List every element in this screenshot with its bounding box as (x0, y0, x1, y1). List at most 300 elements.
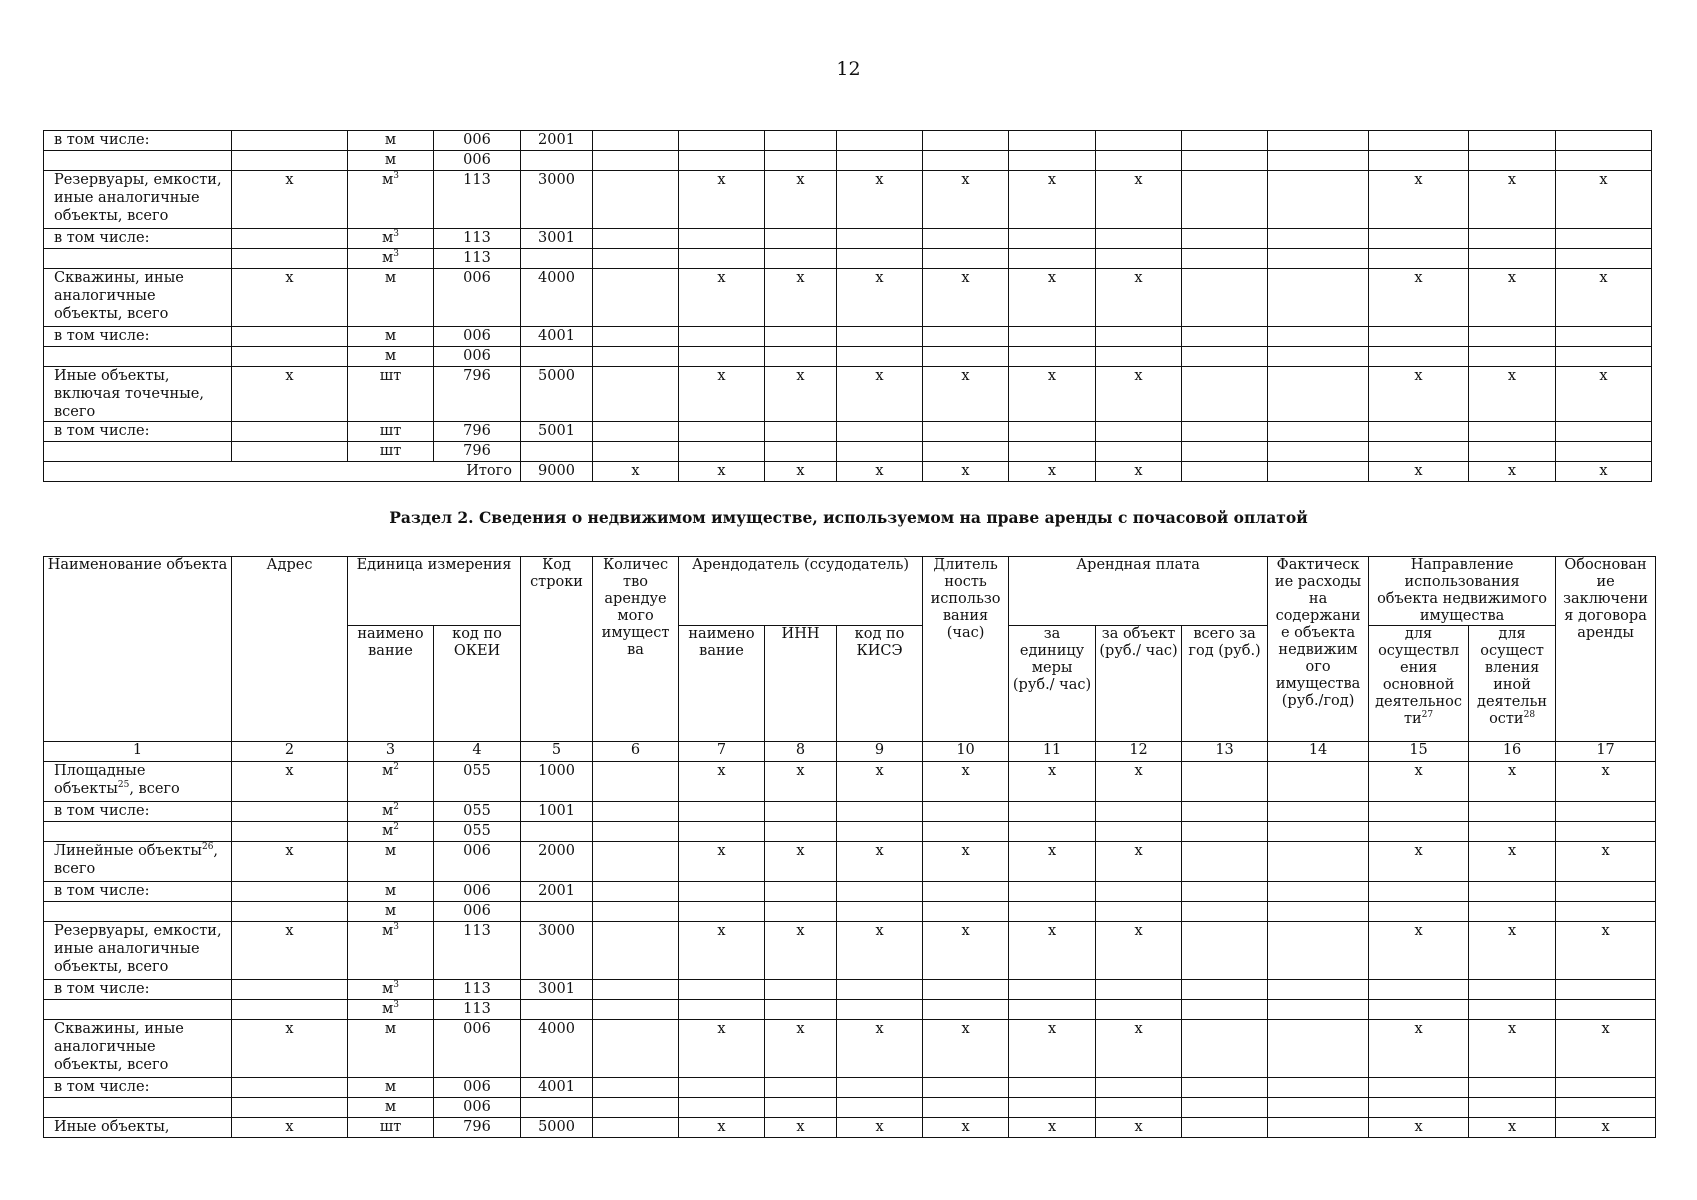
data-cell-col-11: x (1009, 762, 1096, 802)
page-number: 12 (836, 58, 861, 80)
data-cell-col-13 (1182, 1000, 1268, 1020)
header-rent-per-unit: за единицу меры (руб./ час) (1009, 626, 1096, 742)
table-row (44, 171, 1652, 229)
data-cell-col-11 (1009, 802, 1096, 822)
data-cell-col-11 (1009, 229, 1096, 249)
data-cell-col-6 (593, 980, 679, 1000)
header-direction-other: для осущест вления иной деятельн ости$^{28}$ (1469, 626, 1556, 742)
okei-code-cell: 006 (434, 1098, 521, 1118)
okei-code-cell: 006 (434, 842, 521, 882)
data-cell-col-13 (1182, 151, 1268, 171)
data-cell-col-13 (1182, 1078, 1268, 1098)
object-name-cell: в том числе: (44, 980, 232, 1000)
okei-code-cell: 006 (434, 1078, 521, 1098)
address-cell (232, 902, 348, 922)
okei-code-cell: 006 (434, 347, 521, 367)
unit-name-cell: м (348, 1078, 434, 1098)
data-cell-col-9 (837, 1000, 923, 1020)
data-cell-col-10 (923, 822, 1009, 842)
data-cell-col-9: x (837, 269, 923, 327)
row-code-cell: 1000 (521, 762, 593, 802)
data-cell-col-15 (1369, 249, 1469, 269)
row-code-cell: 2001 (521, 882, 593, 902)
data-cell-col-17 (1556, 1078, 1656, 1098)
okei-code-cell: 055 (434, 802, 521, 822)
table-row (44, 902, 1656, 922)
data-cell-col-9: x (837, 367, 923, 422)
data-cell-col-8 (765, 249, 837, 269)
data-cell-col-13 (1182, 980, 1268, 1000)
data-cell-col-9: x (837, 1020, 923, 1078)
address-cell (232, 442, 348, 462)
table-row (44, 151, 1652, 171)
address-cell (232, 347, 348, 367)
data-cell-col-11 (1009, 1000, 1096, 1020)
data-cell-col-16 (1469, 347, 1556, 367)
row-code-cell: 4001 (521, 1078, 593, 1098)
total-cell-col-14 (1268, 462, 1369, 482)
data-cell-col-8: x (765, 269, 837, 327)
data-cell-col-16 (1469, 422, 1556, 442)
data-cell-col-8 (765, 151, 837, 171)
data-cell-col-11 (1009, 882, 1096, 902)
data-cell-col-13 (1182, 327, 1268, 347)
data-cell-col-17: x (1556, 922, 1656, 980)
column-number: 7 (679, 742, 765, 762)
okei-code-cell: 055 (434, 822, 521, 842)
object-name-cell (44, 442, 232, 462)
section2-table (43, 556, 1656, 1138)
column-number: 14 (1268, 742, 1369, 762)
data-cell-col-15 (1369, 802, 1469, 822)
data-cell-col-11 (1009, 131, 1096, 151)
object-name-cell: в том числе: (44, 882, 232, 902)
data-cell-col-6 (593, 151, 679, 171)
data-cell-col-11 (1009, 347, 1096, 367)
data-cell-col-14 (1268, 171, 1369, 229)
row-code-cell (521, 1000, 593, 1020)
data-cell-col-6 (593, 802, 679, 822)
unit-name-cell: м (348, 1098, 434, 1118)
okei-code-cell: 113 (434, 1000, 521, 1020)
data-cell-col-9 (837, 822, 923, 842)
data-cell-col-17: x (1556, 269, 1652, 327)
unit-name-cell: $м^3$ (348, 229, 434, 249)
table-row (44, 249, 1652, 269)
data-cell-col-12: x (1096, 171, 1182, 229)
data-cell-col-15 (1369, 327, 1469, 347)
data-cell-col-16: x (1469, 367, 1556, 422)
data-cell-col-17 (1556, 1098, 1656, 1118)
data-cell-col-16 (1469, 822, 1556, 842)
data-cell-col-9: x (837, 842, 923, 882)
data-cell-col-9 (837, 980, 923, 1000)
data-cell-col-17 (1556, 327, 1652, 347)
data-cell-col-7 (679, 347, 765, 367)
data-cell-col-7 (679, 249, 765, 269)
row-code-cell: 3000 (521, 171, 593, 229)
header-rent-per-year: всего за год (руб.) (1182, 626, 1268, 742)
data-cell-col-6 (593, 249, 679, 269)
data-cell-col-6 (593, 902, 679, 922)
data-cell-col-8: x (765, 1020, 837, 1078)
total-code: 9000 (521, 462, 593, 482)
data-cell-col-15: x (1369, 367, 1469, 422)
data-cell-col-7 (679, 802, 765, 822)
object-name-cell: в том числе: (44, 1078, 232, 1098)
data-cell-col-15 (1369, 442, 1469, 462)
data-cell-col-17 (1556, 802, 1656, 822)
data-cell-col-11: x (1009, 269, 1096, 327)
okei-code-cell: 113 (434, 922, 521, 980)
data-cell-col-9 (837, 902, 923, 922)
unit-name-cell: $м^3$ (348, 922, 434, 980)
data-cell-col-10: x (923, 762, 1009, 802)
data-cell-col-14 (1268, 442, 1369, 462)
data-cell-col-10 (923, 131, 1009, 151)
data-cell-col-7: x (679, 922, 765, 980)
okei-code-cell: 113 (434, 171, 521, 229)
address-cell (232, 422, 348, 442)
data-cell-col-14 (1268, 249, 1369, 269)
data-cell-col-9 (837, 882, 923, 902)
data-cell-col-12 (1096, 902, 1182, 922)
data-cell-col-7 (679, 882, 765, 902)
data-cell-col-6 (593, 762, 679, 802)
data-cell-col-6 (593, 347, 679, 367)
okei-code-cell: 113 (434, 229, 521, 249)
data-cell-col-9: x (837, 762, 923, 802)
data-cell-col-13 (1182, 422, 1268, 442)
total-cell-col-10: x (923, 462, 1009, 482)
object-name-cell: в том числе: (44, 422, 232, 442)
object-name-cell: Резервуары, емкости, иные аналогичные объекты, всего (44, 922, 232, 980)
data-cell-col-16 (1469, 327, 1556, 347)
column-number: 9 (837, 742, 923, 762)
data-cell-col-13 (1182, 442, 1268, 462)
object-name-cell: Площадные объекты$^{25}$, всего (44, 762, 232, 802)
data-cell-col-13 (1182, 249, 1268, 269)
section2-title: Раздел 2. Сведения о недвижимом имуществе, используемом на праве аренды с почасовой оплатой (389, 508, 1308, 527)
address-cell: x (232, 762, 348, 802)
section1-continuation-table (43, 130, 1652, 482)
data-cell-col-12 (1096, 882, 1182, 902)
unit-name-cell: шт (348, 1118, 434, 1138)
data-cell-col-15 (1369, 422, 1469, 442)
column-number: 13 (1182, 742, 1268, 762)
data-cell-col-15 (1369, 822, 1469, 842)
unit-name-cell: шт (348, 367, 434, 422)
address-cell: x (232, 922, 348, 980)
total-cell-col-9: x (837, 462, 923, 482)
row-code-cell (521, 442, 593, 462)
data-cell-col-10: x (923, 269, 1009, 327)
data-cell-col-10 (923, 249, 1009, 269)
unit-name-cell: м (348, 131, 434, 151)
object-name-cell: Скважины, иные аналогичные объекты, всего (44, 1020, 232, 1078)
address-cell: x (232, 269, 348, 327)
total-cell-col-16: x (1469, 462, 1556, 482)
data-cell-col-11: x (1009, 922, 1096, 980)
total-cell-col-7: x (679, 462, 765, 482)
data-cell-col-6 (593, 171, 679, 229)
data-cell-col-12 (1096, 442, 1182, 462)
data-cell-col-8: x (765, 367, 837, 422)
data-cell-col-14 (1268, 347, 1369, 367)
data-cell-col-12 (1096, 422, 1182, 442)
data-cell-col-6 (593, 842, 679, 882)
unit-name-cell: м (348, 151, 434, 171)
data-cell-col-12 (1096, 151, 1182, 171)
object-name-cell (44, 1098, 232, 1118)
data-cell-col-15 (1369, 131, 1469, 151)
data-cell-col-15: x (1369, 1118, 1469, 1138)
data-cell-col-15: x (1369, 171, 1469, 229)
unit-name-cell: $м^2$ (348, 762, 434, 802)
row-code-cell: 4000 (521, 1020, 593, 1078)
data-cell-col-13 (1182, 902, 1268, 922)
data-cell-col-11 (1009, 980, 1096, 1000)
data-cell-col-8 (765, 1078, 837, 1098)
data-cell-col-12: x (1096, 367, 1182, 422)
object-name-cell (44, 249, 232, 269)
address-cell (232, 802, 348, 822)
data-cell-col-14 (1268, 367, 1369, 422)
data-cell-col-17 (1556, 151, 1652, 171)
data-cell-col-13 (1182, 842, 1268, 882)
data-cell-col-8 (765, 442, 837, 462)
data-cell-col-11 (1009, 442, 1096, 462)
data-cell-col-6 (593, 1000, 679, 1020)
data-cell-col-16 (1469, 249, 1556, 269)
data-cell-col-9 (837, 229, 923, 249)
data-cell-col-17: x (1556, 762, 1656, 802)
column-number: 10 (923, 742, 1009, 762)
data-cell-col-13 (1182, 802, 1268, 822)
data-cell-col-12: x (1096, 1020, 1182, 1078)
okei-code-cell: 006 (434, 1020, 521, 1078)
total-cell-col-8: x (765, 462, 837, 482)
header-actual-costs: Фактическ ие расходы на содержани е объекта недвижим ого имущества (руб./год) (1268, 557, 1369, 742)
data-cell-col-17: x (1556, 171, 1652, 229)
data-cell-col-17 (1556, 131, 1652, 151)
data-cell-col-6 (593, 922, 679, 980)
total-cell-col-15: x (1369, 462, 1469, 482)
data-cell-col-6 (593, 327, 679, 347)
table-row (44, 1118, 1656, 1138)
data-cell-col-9 (837, 347, 923, 367)
data-cell-col-15: x (1369, 269, 1469, 327)
okei-code-cell: 006 (434, 882, 521, 902)
data-cell-col-6 (593, 822, 679, 842)
unit-name-cell: $м^2$ (348, 822, 434, 842)
header-address: Адрес (232, 557, 348, 742)
data-cell-col-11: x (1009, 842, 1096, 882)
header-lessor-inn: ИНН (765, 626, 837, 742)
table-row (44, 367, 1652, 422)
data-cell-col-17 (1556, 902, 1656, 922)
data-cell-col-6 (593, 1020, 679, 1078)
object-name-cell (44, 347, 232, 367)
header-lessor-group: Арендодатель (ссудодатель) (679, 557, 923, 626)
data-cell-col-12: x (1096, 269, 1182, 327)
address-cell (232, 131, 348, 151)
data-cell-col-14 (1268, 1118, 1369, 1138)
data-cell-col-9 (837, 327, 923, 347)
column-number: 8 (765, 742, 837, 762)
data-cell-col-17 (1556, 249, 1652, 269)
data-cell-col-12: x (1096, 922, 1182, 980)
data-cell-col-15 (1369, 1000, 1469, 1020)
data-cell-col-16 (1469, 1078, 1556, 1098)
data-cell-col-14 (1268, 422, 1369, 442)
data-cell-col-15 (1369, 347, 1469, 367)
data-cell-col-7 (679, 151, 765, 171)
data-cell-col-14 (1268, 131, 1369, 151)
table-row (44, 842, 1656, 882)
data-cell-col-11: x (1009, 1118, 1096, 1138)
data-cell-col-16 (1469, 442, 1556, 462)
data-cell-col-16 (1469, 131, 1556, 151)
data-cell-col-17 (1556, 347, 1652, 367)
okei-code-cell: 006 (434, 327, 521, 347)
row-code-cell: 3001 (521, 980, 593, 1000)
table-row (44, 980, 1656, 1000)
data-cell-col-15: x (1369, 842, 1469, 882)
header-rent-per-object: за объект (руб./ час) (1096, 626, 1182, 742)
data-cell-col-6 (593, 442, 679, 462)
data-cell-col-6 (593, 1118, 679, 1138)
data-cell-col-10 (923, 902, 1009, 922)
data-cell-col-14 (1268, 762, 1369, 802)
total-label: Итого (44, 462, 521, 482)
table-row (44, 269, 1652, 327)
object-name-cell: Резервуары, емкости, иные аналогичные объекты, всего (44, 171, 232, 229)
data-cell-col-6 (593, 1098, 679, 1118)
data-cell-col-9: x (837, 922, 923, 980)
data-cell-col-16: x (1469, 842, 1556, 882)
unit-name-cell: м (348, 842, 434, 882)
object-name-cell (44, 902, 232, 922)
data-cell-col-9 (837, 442, 923, 462)
okei-code-cell: 796 (434, 442, 521, 462)
object-name-cell: в том числе: (44, 327, 232, 347)
data-cell-col-7 (679, 1098, 765, 1118)
data-cell-col-7: x (679, 762, 765, 802)
data-cell-col-12 (1096, 1000, 1182, 1020)
object-name-cell: Линейные объекты$^{26}$, всего (44, 842, 232, 882)
data-cell-col-9 (837, 422, 923, 442)
data-cell-col-10: x (923, 922, 1009, 980)
row-code-cell: 5001 (521, 422, 593, 442)
data-cell-col-13 (1182, 269, 1268, 327)
unit-name-cell: шт (348, 422, 434, 442)
table-row (44, 1000, 1656, 1020)
data-cell-col-15 (1369, 882, 1469, 902)
data-cell-col-14 (1268, 822, 1369, 842)
unit-name-cell: $м^3$ (348, 249, 434, 269)
data-cell-col-13 (1182, 762, 1268, 802)
data-cell-col-12: x (1096, 842, 1182, 882)
data-cell-col-16: x (1469, 171, 1556, 229)
data-cell-col-11 (1009, 902, 1096, 922)
data-cell-col-6 (593, 1078, 679, 1098)
data-cell-col-17: x (1556, 1020, 1656, 1078)
total-cell-col-11: x (1009, 462, 1096, 482)
data-cell-col-12 (1096, 980, 1182, 1000)
okei-code-cell: 113 (434, 980, 521, 1000)
data-cell-col-8 (765, 327, 837, 347)
data-cell-col-10 (923, 347, 1009, 367)
data-cell-col-15 (1369, 980, 1469, 1000)
data-cell-col-16 (1469, 980, 1556, 1000)
data-cell-col-10 (923, 1098, 1009, 1118)
header-unit-name: наимено вание (348, 626, 434, 742)
okei-code-cell: 796 (434, 1118, 521, 1138)
data-cell-col-15: x (1369, 1020, 1469, 1078)
data-cell-col-12 (1096, 1098, 1182, 1118)
data-cell-col-14 (1268, 151, 1369, 171)
data-cell-col-7 (679, 131, 765, 151)
data-cell-col-10: x (923, 367, 1009, 422)
object-name-cell (44, 151, 232, 171)
unit-name-cell: шт (348, 442, 434, 462)
data-cell-col-13 (1182, 347, 1268, 367)
table-row (44, 1020, 1656, 1078)
object-name-cell (44, 822, 232, 842)
header-lessor-name: наимено вание (679, 626, 765, 742)
data-cell-col-11: x (1009, 171, 1096, 229)
data-cell-col-13 (1182, 1118, 1268, 1138)
data-cell-col-12 (1096, 1078, 1182, 1098)
data-cell-col-11 (1009, 1098, 1096, 1118)
data-cell-col-7: x (679, 269, 765, 327)
address-cell: x (232, 1020, 348, 1078)
data-cell-col-6 (593, 882, 679, 902)
data-cell-col-15: x (1369, 762, 1469, 802)
okei-code-cell: 113 (434, 249, 521, 269)
data-cell-col-16 (1469, 151, 1556, 171)
column-number: 12 (1096, 742, 1182, 762)
unit-name-cell: м (348, 347, 434, 367)
data-cell-col-16: x (1469, 1118, 1556, 1138)
data-cell-col-13 (1182, 822, 1268, 842)
okei-code-cell: 796 (434, 367, 521, 422)
column-number: 2 (232, 742, 348, 762)
data-cell-col-6 (593, 367, 679, 422)
data-cell-col-15 (1369, 229, 1469, 249)
data-cell-col-12 (1096, 347, 1182, 367)
data-cell-col-17: x (1556, 367, 1652, 422)
table-row (44, 229, 1652, 249)
data-cell-col-16: x (1469, 762, 1556, 802)
row-code-cell: 5000 (521, 1118, 593, 1138)
total-row (44, 462, 1652, 482)
data-cell-col-16 (1469, 802, 1556, 822)
unit-name-cell: м (348, 327, 434, 347)
address-cell: x (232, 1118, 348, 1138)
column-number: 6 (593, 742, 679, 762)
total-cell-col-6: x (593, 462, 679, 482)
data-cell-col-11: x (1009, 1020, 1096, 1078)
table-row (44, 347, 1652, 367)
data-cell-col-8 (765, 882, 837, 902)
data-cell-col-17 (1556, 422, 1652, 442)
data-cell-col-14 (1268, 269, 1369, 327)
row-code-cell: 2001 (521, 131, 593, 151)
okei-code-cell: 055 (434, 762, 521, 802)
data-cell-col-8 (765, 802, 837, 822)
